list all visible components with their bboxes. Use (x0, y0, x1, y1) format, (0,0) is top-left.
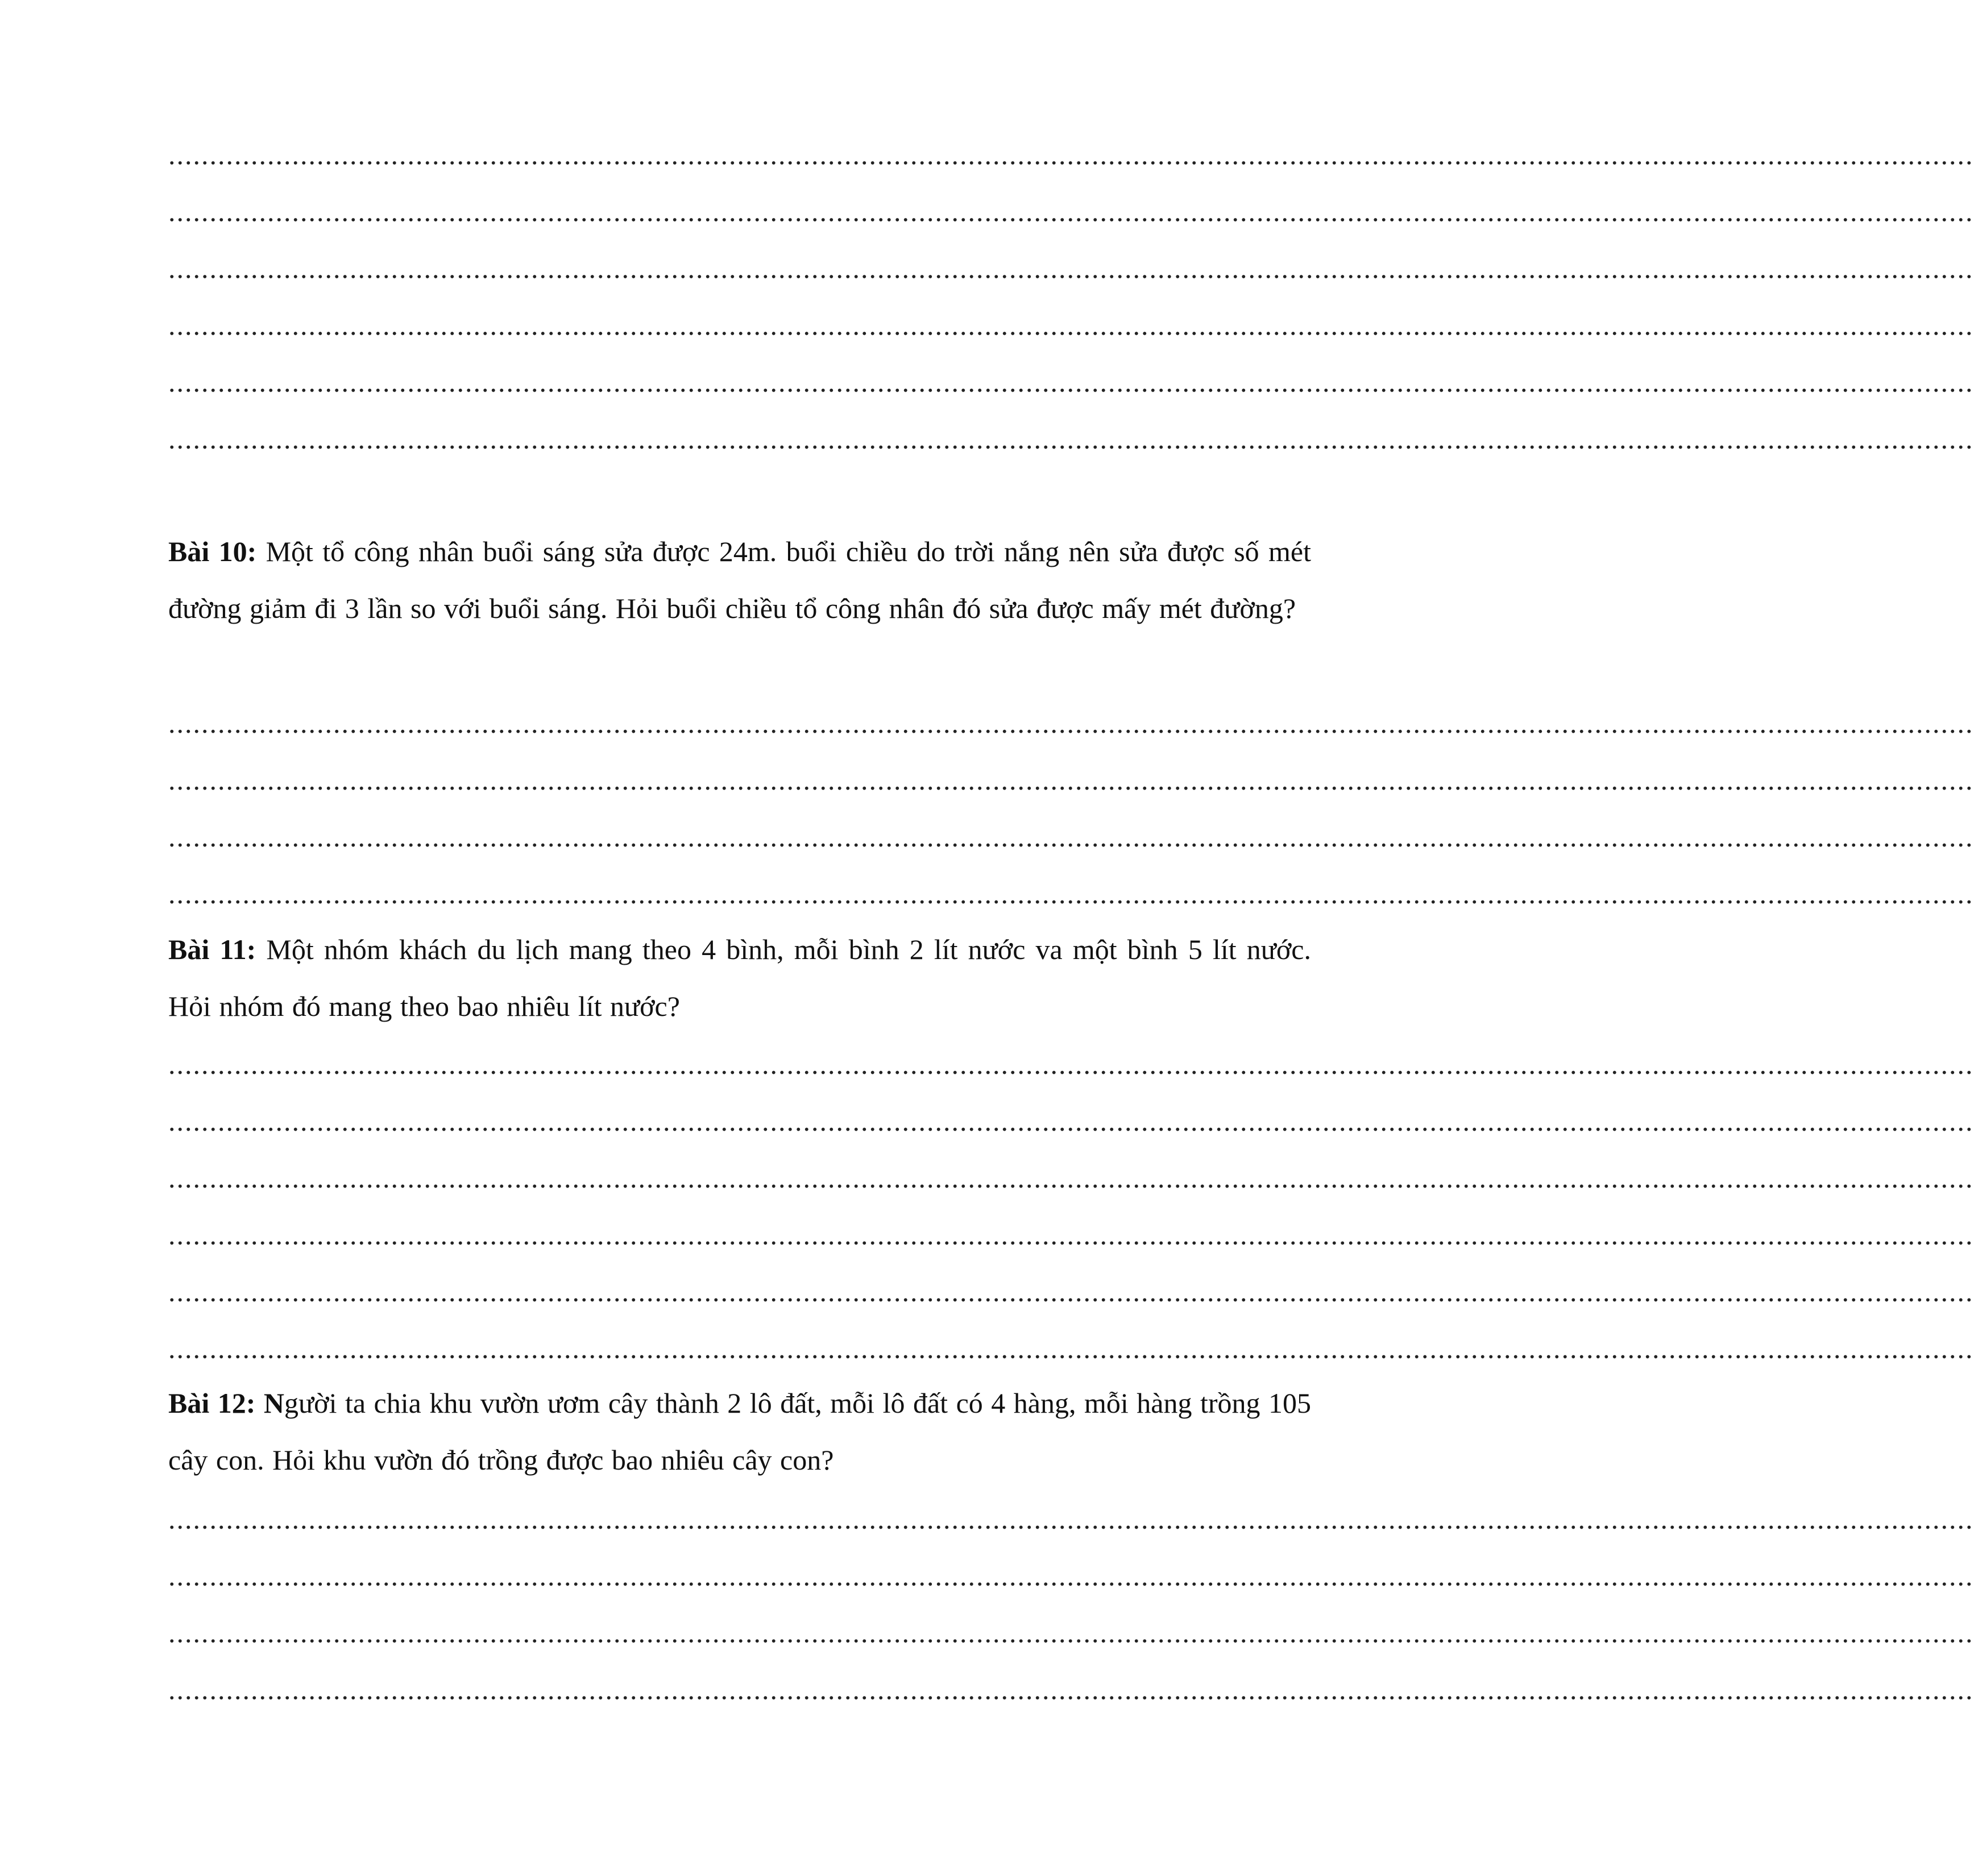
answer-line[interactable]: ........................................................................................................................................................................................................................... (168, 252, 1974, 284)
answer-line[interactable]: ........................................................................................................................................................................................................................... (168, 1162, 1974, 1194)
answer-line[interactable]: ........................................................................................................................................................................................................................... (168, 366, 1974, 398)
answer-line[interactable]: ........................................................................................................................................................................................................................... (168, 1105, 1974, 1137)
problem-10 (168, 523, 1311, 637)
answer-line[interactable]: ........................................................................................................................................................................................................................... (168, 139, 1974, 171)
problem-12-label: Bài 12: (168, 1387, 256, 1419)
problem-11 (168, 921, 1311, 1035)
answer-line[interactable]: ........................................................................................................................................................................................................................... (168, 1276, 1974, 1308)
problem-12 (168, 1375, 1311, 1488)
problem-11-text: Một nhóm khách du lịch mang theo 4 bình, mỗi bình 2 lít nước va một bình 5 lít nước. Hỏi nhóm đó mang theo bao nhiêu lít nước? (168, 933, 1311, 1022)
answer-line[interactable]: ........................................................................................................................................................................................................................... (168, 423, 1974, 455)
answer-line[interactable]: ........................................................................................................................................................................................................................... (168, 196, 1974, 227)
problem-10-label: Bài 10: (168, 536, 257, 567)
answer-line[interactable]: ........................................................................................................................................................................................................................... (168, 707, 1974, 739)
answer-line[interactable]: ........................................................................................................................................................................................................................... (168, 1674, 1974, 1705)
problem-12-lead: N (255, 1387, 285, 1419)
answer-line[interactable]: ........................................................................................................................................................................................................................... (168, 1333, 1974, 1364)
answer-line[interactable]: ........................................................................................................................................................................................................................... (168, 821, 1974, 853)
problem-11-label: Bài 11: (168, 933, 256, 965)
answer-line[interactable]: ........................................................................................................................................................................................................................... (168, 1219, 1974, 1251)
answer-line[interactable]: ........................................................................................................................................................................................................................... (168, 1617, 1974, 1649)
answer-line[interactable]: ........................................................................................................................................................................................................................... (168, 1048, 1974, 1080)
answer-line[interactable]: ........................................................................................................................................................................................................................... (168, 309, 1974, 341)
problem-12-text: gười ta chia khu vườn ươm cây thành 2 lô đất, mỗi lô đất có 4 hàng, mỗi hàng trồng 105 cây con. Hỏi khu vườn đó trồng được bao nhiêu cây con? (168, 1387, 1311, 1476)
answer-line[interactable]: ........................................................................................................................................................................................................................... (168, 764, 1974, 796)
answer-line[interactable]: ........................................................................................................................................................................................................................... (168, 1560, 1974, 1592)
answer-line[interactable]: ........................................................................................................................................................................................................................... (168, 1503, 1974, 1535)
answer-line[interactable]: ........................................................................................................................................................................................................................... (168, 878, 1974, 910)
problem-10-text: Một tổ công nhân buổi sáng sửa được 24m. buổi chiều do trời nắng nên sửa được số mét đường giảm đi 3 lần so với buổi sáng. Hỏi buổi chiều tổ công nhân đó sửa được mấy mét đường? (168, 536, 1311, 624)
